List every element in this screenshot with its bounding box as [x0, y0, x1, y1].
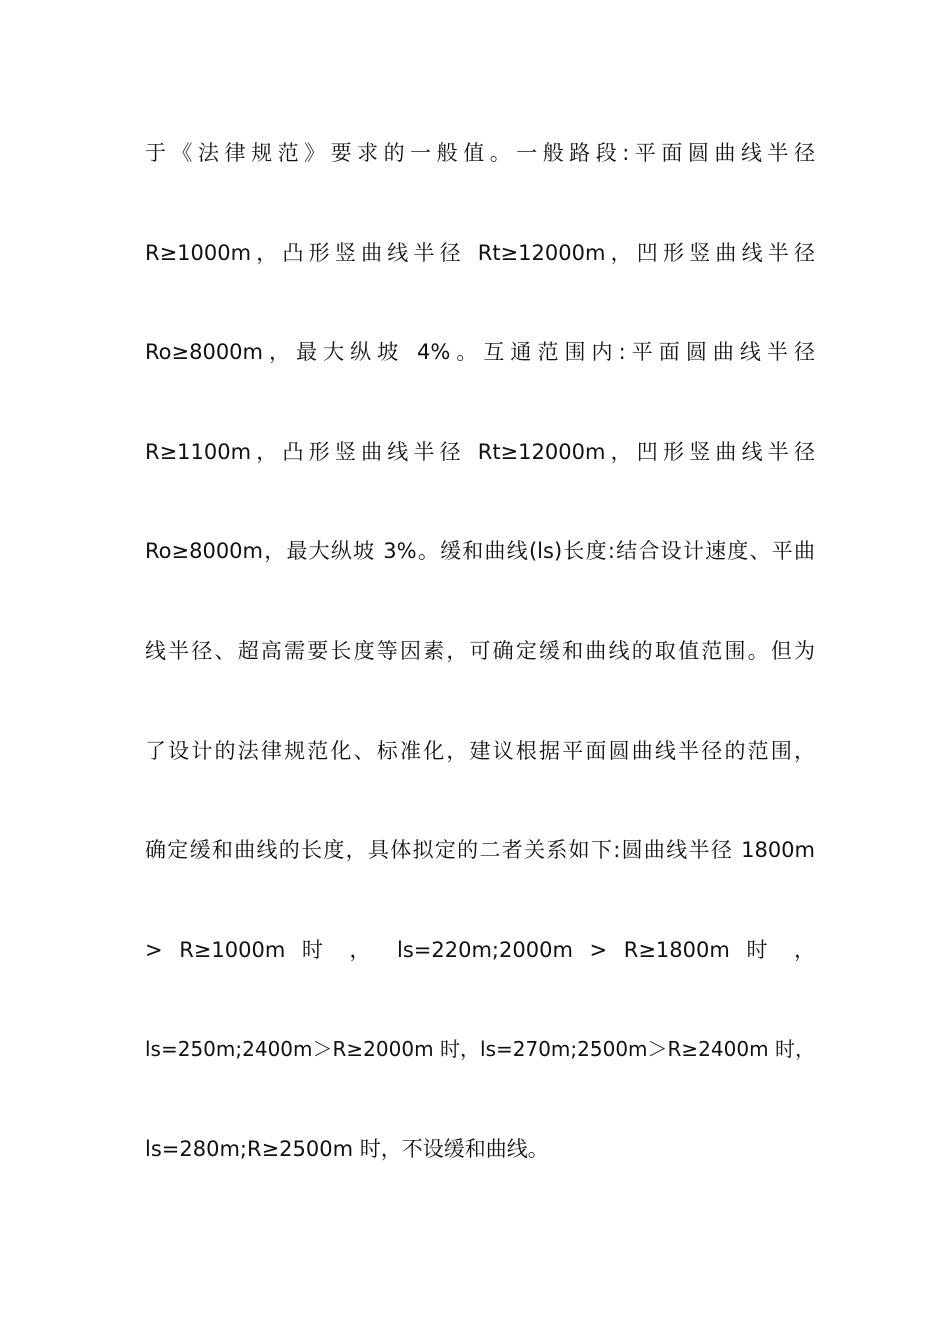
- text-line-last: ls=280m;R≥2500m 时，不设缓和曲线。: [145, 1136, 549, 1161]
- paragraph-body: [145, 128, 815, 1224]
- text-line: 了设计的法律规范化、标准化，建议根据平面圆曲线半径的范围，: [145, 738, 815, 763]
- text-line: Ro≥8000m，最大纵坡 4%。互通范围内:平面圆曲线半径: [145, 340, 815, 365]
- text-line: R≥1000m，凸形竖曲线半径 Rt≥12000m，凹形竖曲线半径: [145, 240, 815, 265]
- text-line: 于《法律规范》要求的一般值。一般路段:平面圆曲线半径: [145, 141, 815, 165]
- text-line: ls=250m;2400m＞R≥2000m 时，ls=270m;2500m＞R≥2400m 时，: [145, 1037, 815, 1062]
- text-line: R≥1100m，凸形竖曲线半径 Rt≥12000m，凹形竖曲线半径: [145, 439, 815, 464]
- text-line: 确定缓和曲线的长度，具体拟定的二者关系如下:圆曲线半径 1800m: [145, 838, 815, 863]
- text-line: > R≥1000m 时 ， ls=220m;2000m > R≥1800m 时 ，: [145, 937, 815, 962]
- text-line: 线半径、超高需要长度等因素，可确定缓和曲线的取值范围。但为: [145, 638, 815, 663]
- text-line: Ro≥8000m，最大纵坡 3%。缓和曲线(ls)长度:结合设计速度、平曲: [145, 539, 815, 564]
